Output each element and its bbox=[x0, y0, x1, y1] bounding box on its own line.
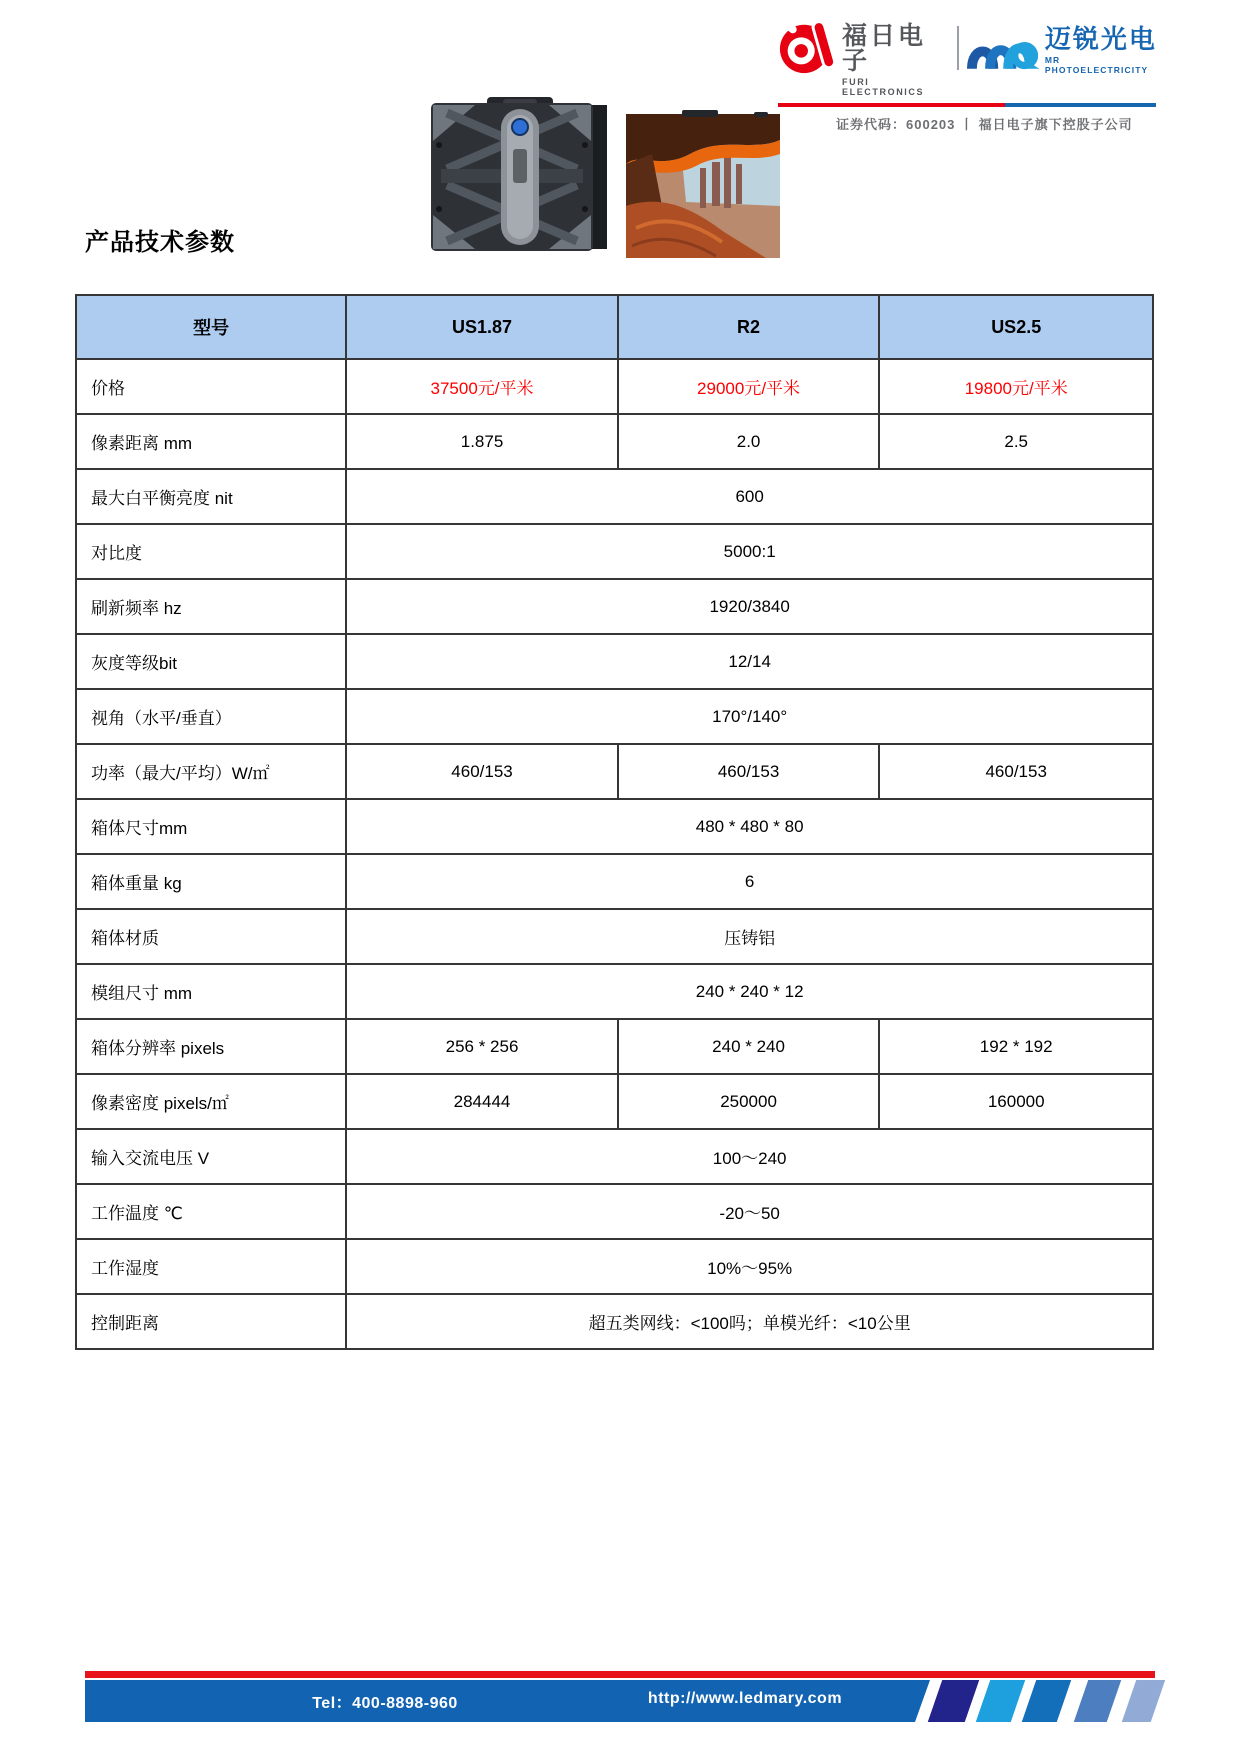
table-row bbox=[76, 414, 1153, 469]
spec-value: 460/153 bbox=[879, 744, 1153, 799]
footer-stripe bbox=[928, 1680, 979, 1722]
spec-value: 6 bbox=[346, 854, 1153, 909]
spec-value: -20～50 bbox=[346, 1184, 1153, 1239]
mr-logo-icon bbox=[967, 26, 1041, 72]
spec-value: 2.5 bbox=[879, 414, 1153, 469]
footer-red-line bbox=[85, 1671, 1155, 1678]
table-row bbox=[76, 359, 1153, 414]
footer-website-url: http://www.ledmary.com bbox=[647, 1690, 843, 1707]
page-title: 产品技术参数 bbox=[85, 229, 235, 256]
table-row bbox=[76, 744, 1153, 799]
furi-name-cn: 福日电子 bbox=[842, 22, 927, 75]
spec-value: 1.875 bbox=[346, 414, 617, 469]
mr-name-en: MR PHOTOELECTRICITY bbox=[1044, 55, 1149, 75]
spec-label: 模组尺寸 mm bbox=[76, 964, 346, 1019]
footer-stripe bbox=[976, 1680, 1025, 1722]
table-row bbox=[76, 1294, 1153, 1349]
spec-label: 价格 bbox=[76, 359, 346, 414]
accent-line-blue bbox=[1005, 103, 1156, 107]
header-brand-bar bbox=[778, 18, 1160, 133]
spec-label: 输入交流电压 V bbox=[76, 1129, 346, 1184]
spec-label: 刷新频率 hz bbox=[76, 579, 346, 634]
spec-label: 灰度等级bit bbox=[76, 634, 346, 689]
spec-value: 19800元/平米 bbox=[879, 359, 1153, 414]
spec-value: 170°/140° bbox=[346, 689, 1153, 744]
spec-value: 192 * 192 bbox=[879, 1019, 1153, 1074]
spec-value: 240 * 240 bbox=[618, 1019, 880, 1074]
spec-label: 箱体分辨率 pixels bbox=[76, 1019, 346, 1074]
spec-label: 工作湿度 bbox=[76, 1239, 346, 1294]
spec-value: 250000 bbox=[618, 1074, 880, 1129]
spec-label: 功率（最大/平均）W/㎡ bbox=[76, 744, 346, 799]
table-header-row bbox=[76, 295, 1153, 359]
table-row bbox=[76, 1074, 1153, 1129]
spec-value: 压铸铝 bbox=[346, 909, 1153, 964]
spec-value: 12/14 bbox=[346, 634, 1153, 689]
spec-value: 2.0 bbox=[618, 414, 880, 469]
spec-label: 像素距离 mm bbox=[76, 414, 346, 469]
spec-label: 箱体尺寸mm bbox=[76, 799, 346, 854]
table-row bbox=[76, 1019, 1153, 1074]
table-row bbox=[76, 1129, 1153, 1184]
spec-label: 视角（水平/垂直） bbox=[76, 689, 346, 744]
spec-value: 37500元/平米 bbox=[346, 359, 617, 414]
spec-label: 控制距离 bbox=[76, 1294, 346, 1349]
table-row bbox=[76, 634, 1153, 689]
spec-value: 超五类网线：<100吗；单模光纤：<10公里 bbox=[346, 1294, 1153, 1349]
spec-label: 箱体重量 kg bbox=[76, 854, 346, 909]
table-row bbox=[76, 909, 1153, 964]
footer-band bbox=[85, 1680, 1155, 1722]
spec-value: 480 * 480 * 80 bbox=[346, 799, 1153, 854]
spec-value: 100～240 bbox=[346, 1129, 1153, 1184]
logo-divider bbox=[957, 26, 959, 70]
accent-line-red bbox=[778, 103, 1005, 107]
spec-label: 对比度 bbox=[76, 524, 346, 579]
footer-stripe bbox=[1022, 1680, 1071, 1722]
spec-value: 1920/3840 bbox=[346, 579, 1153, 634]
logo-row bbox=[778, 18, 1160, 97]
spec-value: 160000 bbox=[879, 1074, 1153, 1129]
spec-value: 256 * 256 bbox=[346, 1019, 617, 1074]
product-photo-cabinet-rear bbox=[425, 97, 615, 255]
spec-value: 600 bbox=[346, 469, 1153, 524]
table-row bbox=[76, 524, 1153, 579]
brand-accent-line bbox=[778, 103, 1156, 107]
footer-stripe bbox=[1074, 1680, 1121, 1722]
mr-name-cn: 迈锐光电 bbox=[1044, 24, 1157, 54]
table-row bbox=[76, 469, 1153, 524]
product-photo-led-front bbox=[626, 110, 780, 258]
furi-logo-icon bbox=[778, 18, 836, 76]
stock-code-tagline: 证券代码：600203 丨 福日电子旗下控股子公司 bbox=[836, 117, 1133, 132]
table-row bbox=[76, 689, 1153, 744]
spec-value: 460/153 bbox=[346, 744, 617, 799]
furi-name-en: FURI ELECTRONICS bbox=[842, 77, 925, 97]
spec-label: 像素密度 pixels/㎡ bbox=[76, 1074, 346, 1129]
spec-value: 10%～95% bbox=[346, 1239, 1153, 1294]
col-header-us187: US1.87 bbox=[346, 295, 617, 359]
table-row bbox=[76, 799, 1153, 854]
footer-telephone: Tel：400-8898-960 bbox=[312, 1695, 458, 1712]
footer-stripe bbox=[1122, 1680, 1165, 1722]
spec-value: 460/153 bbox=[618, 744, 880, 799]
spec-value: 240 * 240 * 12 bbox=[346, 964, 1153, 1019]
table-row bbox=[76, 854, 1153, 909]
table-row bbox=[76, 1239, 1153, 1294]
spec-label: 箱体材质 bbox=[76, 909, 346, 964]
table-row bbox=[76, 579, 1153, 634]
mr-wordmark bbox=[1045, 26, 1160, 75]
spec-value: 29000元/平米 bbox=[618, 359, 880, 414]
table-row bbox=[76, 1184, 1153, 1239]
spec-value: 5000:1 bbox=[346, 524, 1153, 579]
spec-value: 284444 bbox=[346, 1074, 617, 1129]
spec-table-body bbox=[76, 359, 1153, 1349]
col-header-us25: US2.5 bbox=[879, 295, 1153, 359]
spec-label: 工作温度 ℃ bbox=[76, 1184, 346, 1239]
col-header-model: 型号 bbox=[76, 295, 346, 359]
furi-wordmark bbox=[842, 24, 949, 97]
table-row bbox=[76, 964, 1153, 1019]
spec-label: 最大白平衡亮度 nit bbox=[76, 469, 346, 524]
spec-table bbox=[75, 294, 1154, 1350]
col-header-r2: R2 bbox=[618, 295, 880, 359]
